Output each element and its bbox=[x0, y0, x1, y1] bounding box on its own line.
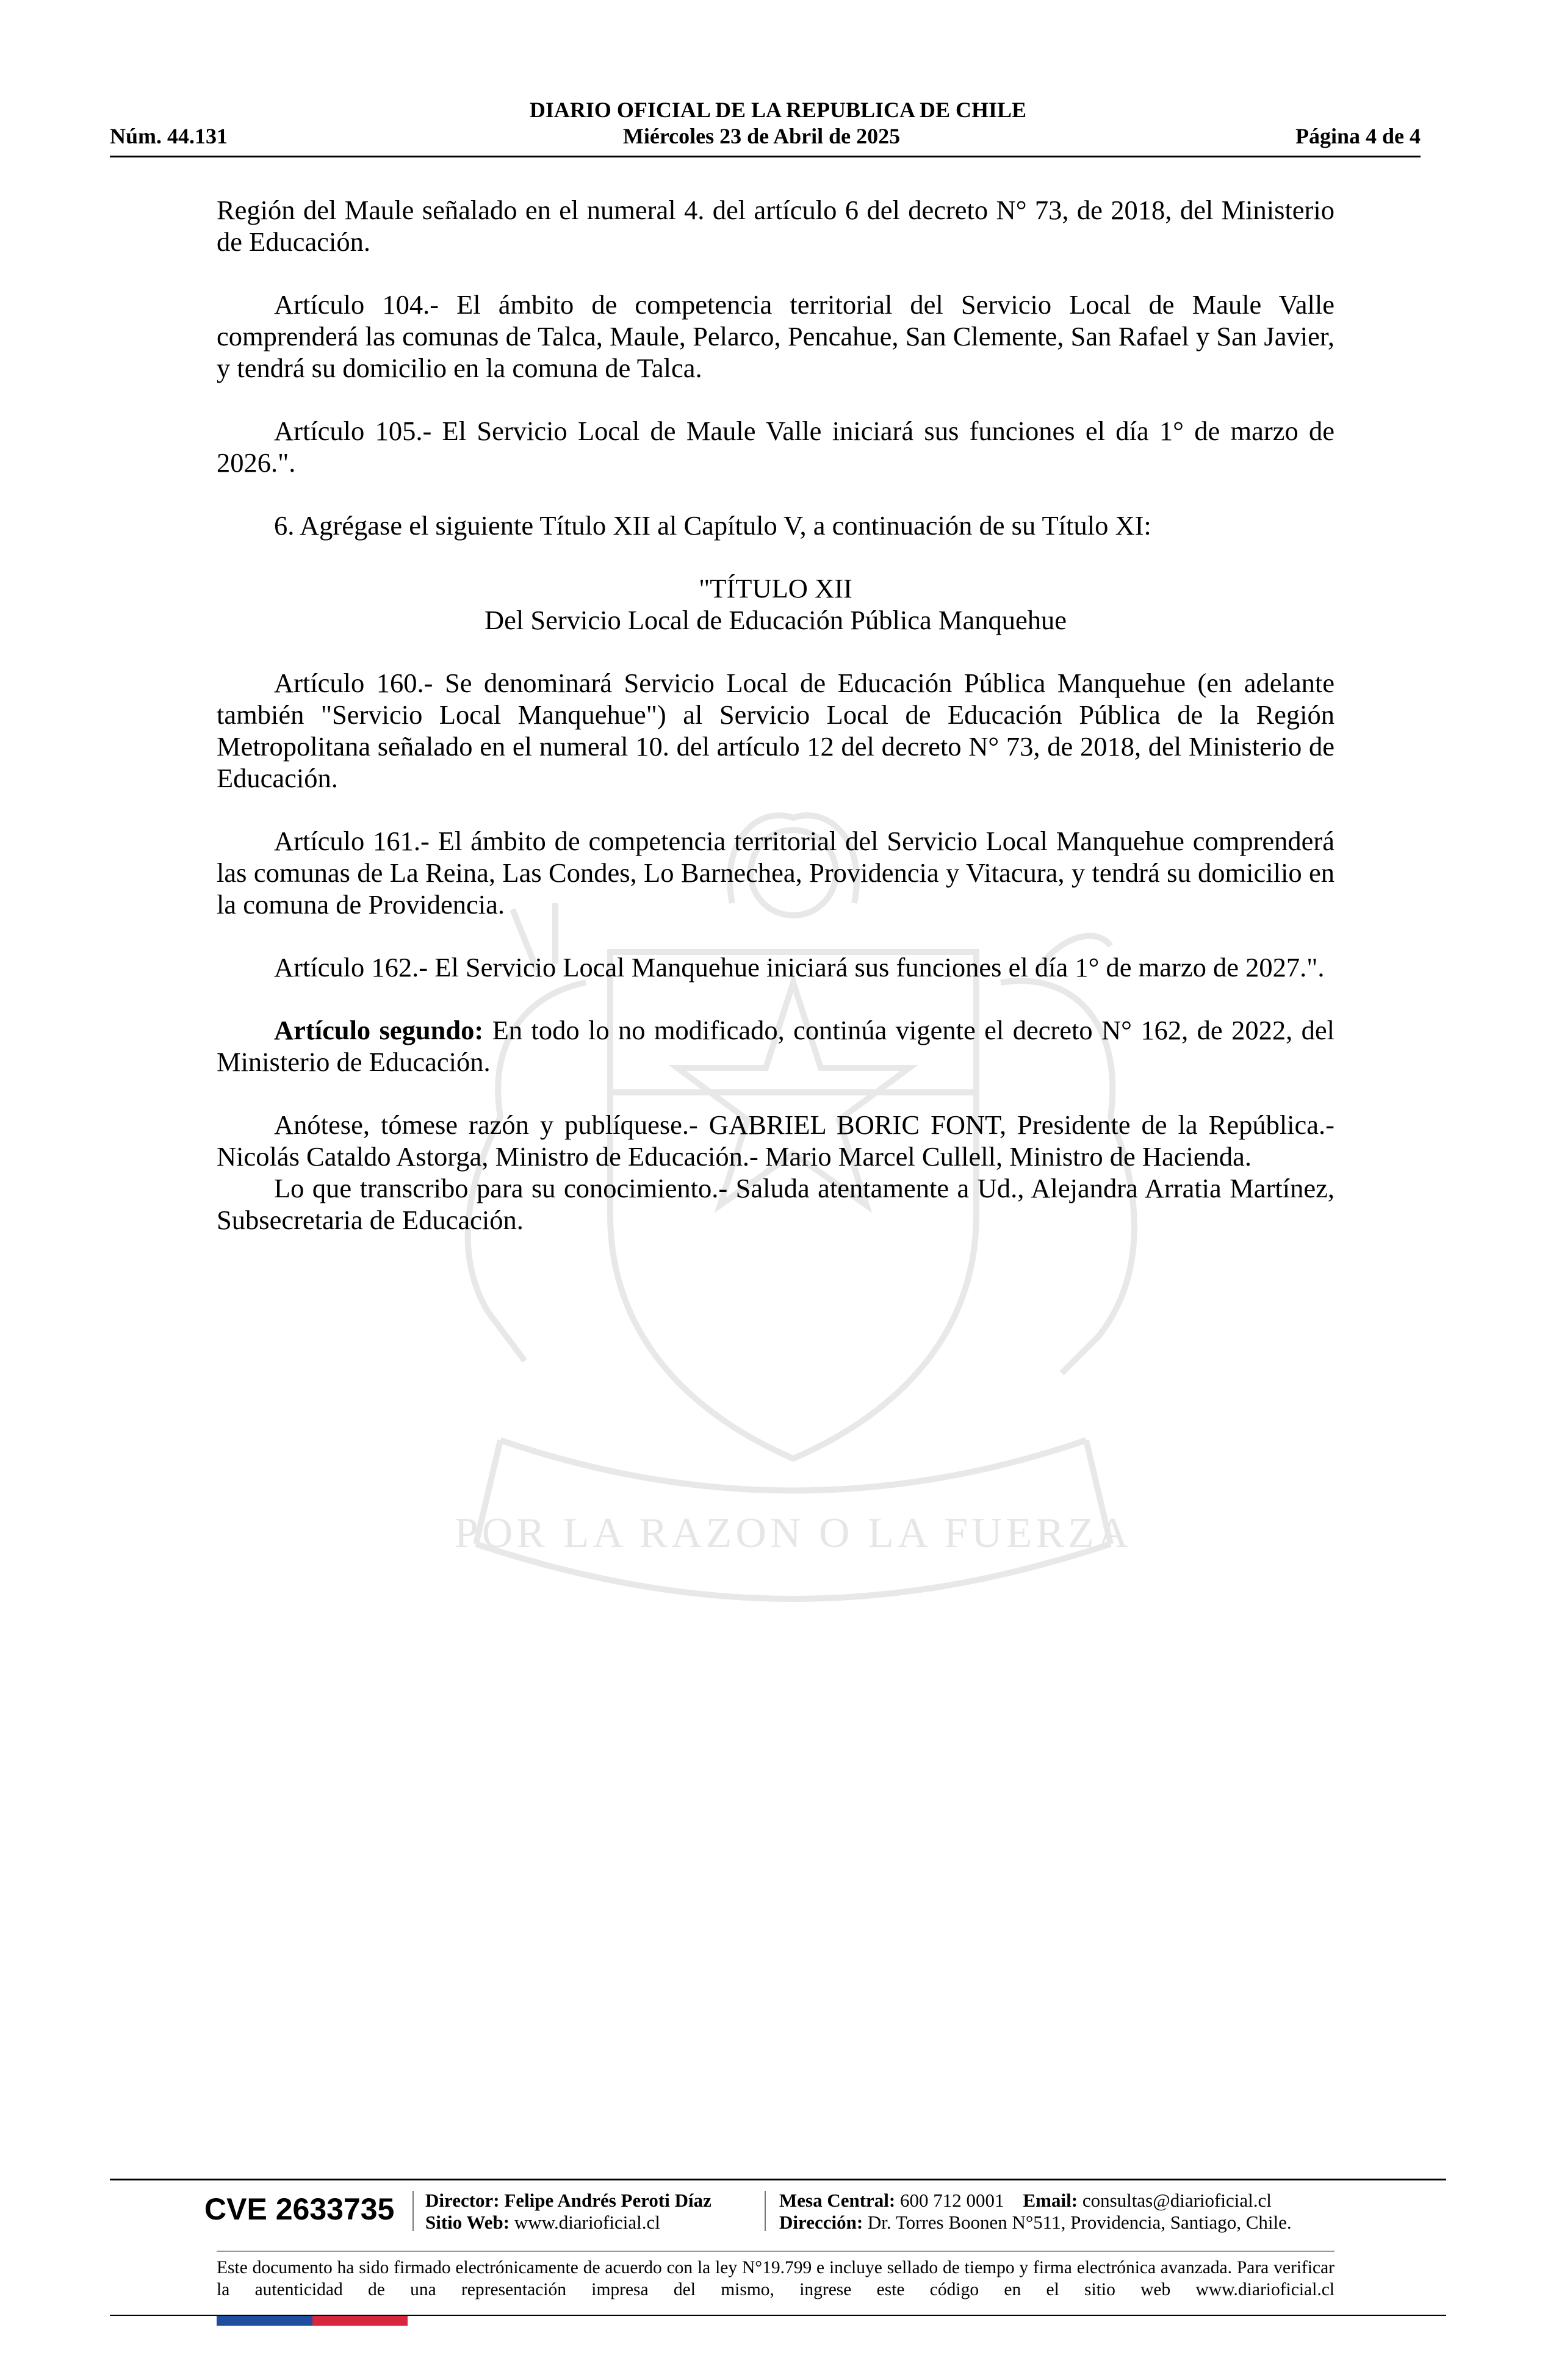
article-text: En todo lo no modificado, continúa vigente el decreto N° 162, de 2022, del Ministerio de Educación. bbox=[217, 1015, 1334, 1077]
legal-notice: Este documento ha sido firmado electrónicamente de acuerdo con la ley N°19.799 e incluye sellado de tiempo y firma electrónica avanzada. Para verificar la autenticidad de una representación impresa del mismo, ingrese este código en el sitio web www.diarioficial.cl bbox=[217, 2258, 1334, 2299]
header-rule bbox=[110, 156, 1421, 157]
issue-number: Núm. 44.131 bbox=[110, 124, 228, 148]
issue-date: Miércoles 23 de Abril de 2025 bbox=[622, 124, 901, 148]
footer-inner-rule bbox=[217, 2251, 1334, 2252]
footer-contact-col bbox=[779, 2190, 1292, 2234]
footer-divider bbox=[765, 2191, 766, 2231]
web-label: Sitio Web: bbox=[425, 2212, 510, 2233]
document-body bbox=[217, 194, 1334, 1267]
paragraph: Artículo 161.- El ámbito de competencia territorial del Servicio Local Manquehue comprenderá las comunas de La Reina, Las Condes, Lo Barnechea, Providencia y Vitacura, y tendrá su domicilio en la comuna de Providencia. bbox=[217, 826, 1334, 920]
header-row bbox=[110, 123, 1421, 150]
flag-stripe bbox=[217, 2316, 408, 2326]
director-label: Director: bbox=[425, 2190, 500, 2211]
section-title bbox=[217, 572, 1334, 636]
publication-title: DIARIO OFICIAL DE LA REPUBLICA DE CHILE bbox=[529, 98, 1027, 122]
flag-red-band bbox=[312, 2316, 408, 2326]
page-number: Página 4 de 4 bbox=[1295, 124, 1421, 148]
cve-code: CVE 2633735 bbox=[204, 2192, 395, 2226]
footer-divider bbox=[412, 2191, 414, 2231]
mesa-label: Mesa Central: bbox=[779, 2190, 896, 2211]
paragraph: Artículo 160.- Se denominará Servicio Local de Educación Pública Manquehue (en adelante también "Servicio Local Manquehue") al Servicio Local de Educación Pública de la Región Metropolitana señalado en el numeral 10. del artículo 12 del decreto N° 73, de 2018, del Ministerio de Educación. bbox=[217, 668, 1334, 793]
footer-director-col bbox=[425, 2190, 711, 2234]
watermark-motto: POR LA RAZON O LA FUERZA bbox=[454, 1510, 1133, 1557]
mesa-phone: 600 712 0001 bbox=[895, 2190, 1004, 2211]
paragraph: Artículo 104.- El ámbito de competencia territorial del Servicio Local de Maule Valle comprenderá las comunas de Talca, Maule, Pelarco, Pencahue, San Clemente, San Rafael y San Javier, y tendrá su domicilio en la comuna de Talca. bbox=[217, 289, 1334, 383]
section-title-line: Del Servicio Local de Educación Pública Manquehue bbox=[484, 605, 1067, 635]
paragraph: 6. Agrégase el siguiente Título XII al Capítulo V, a continuación de su Título XI: bbox=[274, 510, 1151, 541]
paragraph: Anótese, tómese razón y publíquese.- GABRIEL BORIC FONT, Presidente de la República.- Nicolás Cataldo Astorga, Ministro de Educación.- Mario Marcel Cullell, Ministro de Hacienda. bbox=[217, 1109, 1334, 1172]
paragraph: Artículo 162.- El Servicio Local Manquehue iniciará sus funciones el día 1° de marzo de 2027.". bbox=[274, 952, 1325, 983]
paragraph: Artículo 105.- El Servicio Local de Maule Valle iniciará sus funciones el día 1° de marzo de 2026.". bbox=[217, 416, 1334, 478]
section-title-line: "TÍTULO XII bbox=[699, 573, 852, 604]
paragraph: Lo que transcribo para su conocimiento.- Saluda atentamente a Ud., Alejandra Arratia Martínez, Subsecretaria de Educación. bbox=[217, 1173, 1334, 1235]
web-link[interactable]: www.diarioficial.cl bbox=[510, 2212, 660, 2233]
email-label: Email: bbox=[1023, 2190, 1078, 2211]
email-link[interactable]: consultas@diarioficial.cl bbox=[1078, 2190, 1272, 2211]
article-label: Artículo segundo: bbox=[274, 1015, 484, 1045]
direccion-value: Dr. Torres Boonen N°511, Providencia, Santiago, Chile. bbox=[863, 2212, 1292, 2233]
direccion-label: Dirección: bbox=[779, 2212, 863, 2233]
director-name: Felipe Andrés Peroti Díaz bbox=[499, 2190, 711, 2211]
paragraph bbox=[217, 1014, 1334, 1078]
footer-rule bbox=[110, 2179, 1446, 2180]
flag-blue-band bbox=[217, 2316, 312, 2326]
paragraph: Región del Maule señalado en el numeral 4. del artículo 6 del decreto N° 73, de 2018, del Ministerio de Educación. bbox=[217, 195, 1334, 257]
